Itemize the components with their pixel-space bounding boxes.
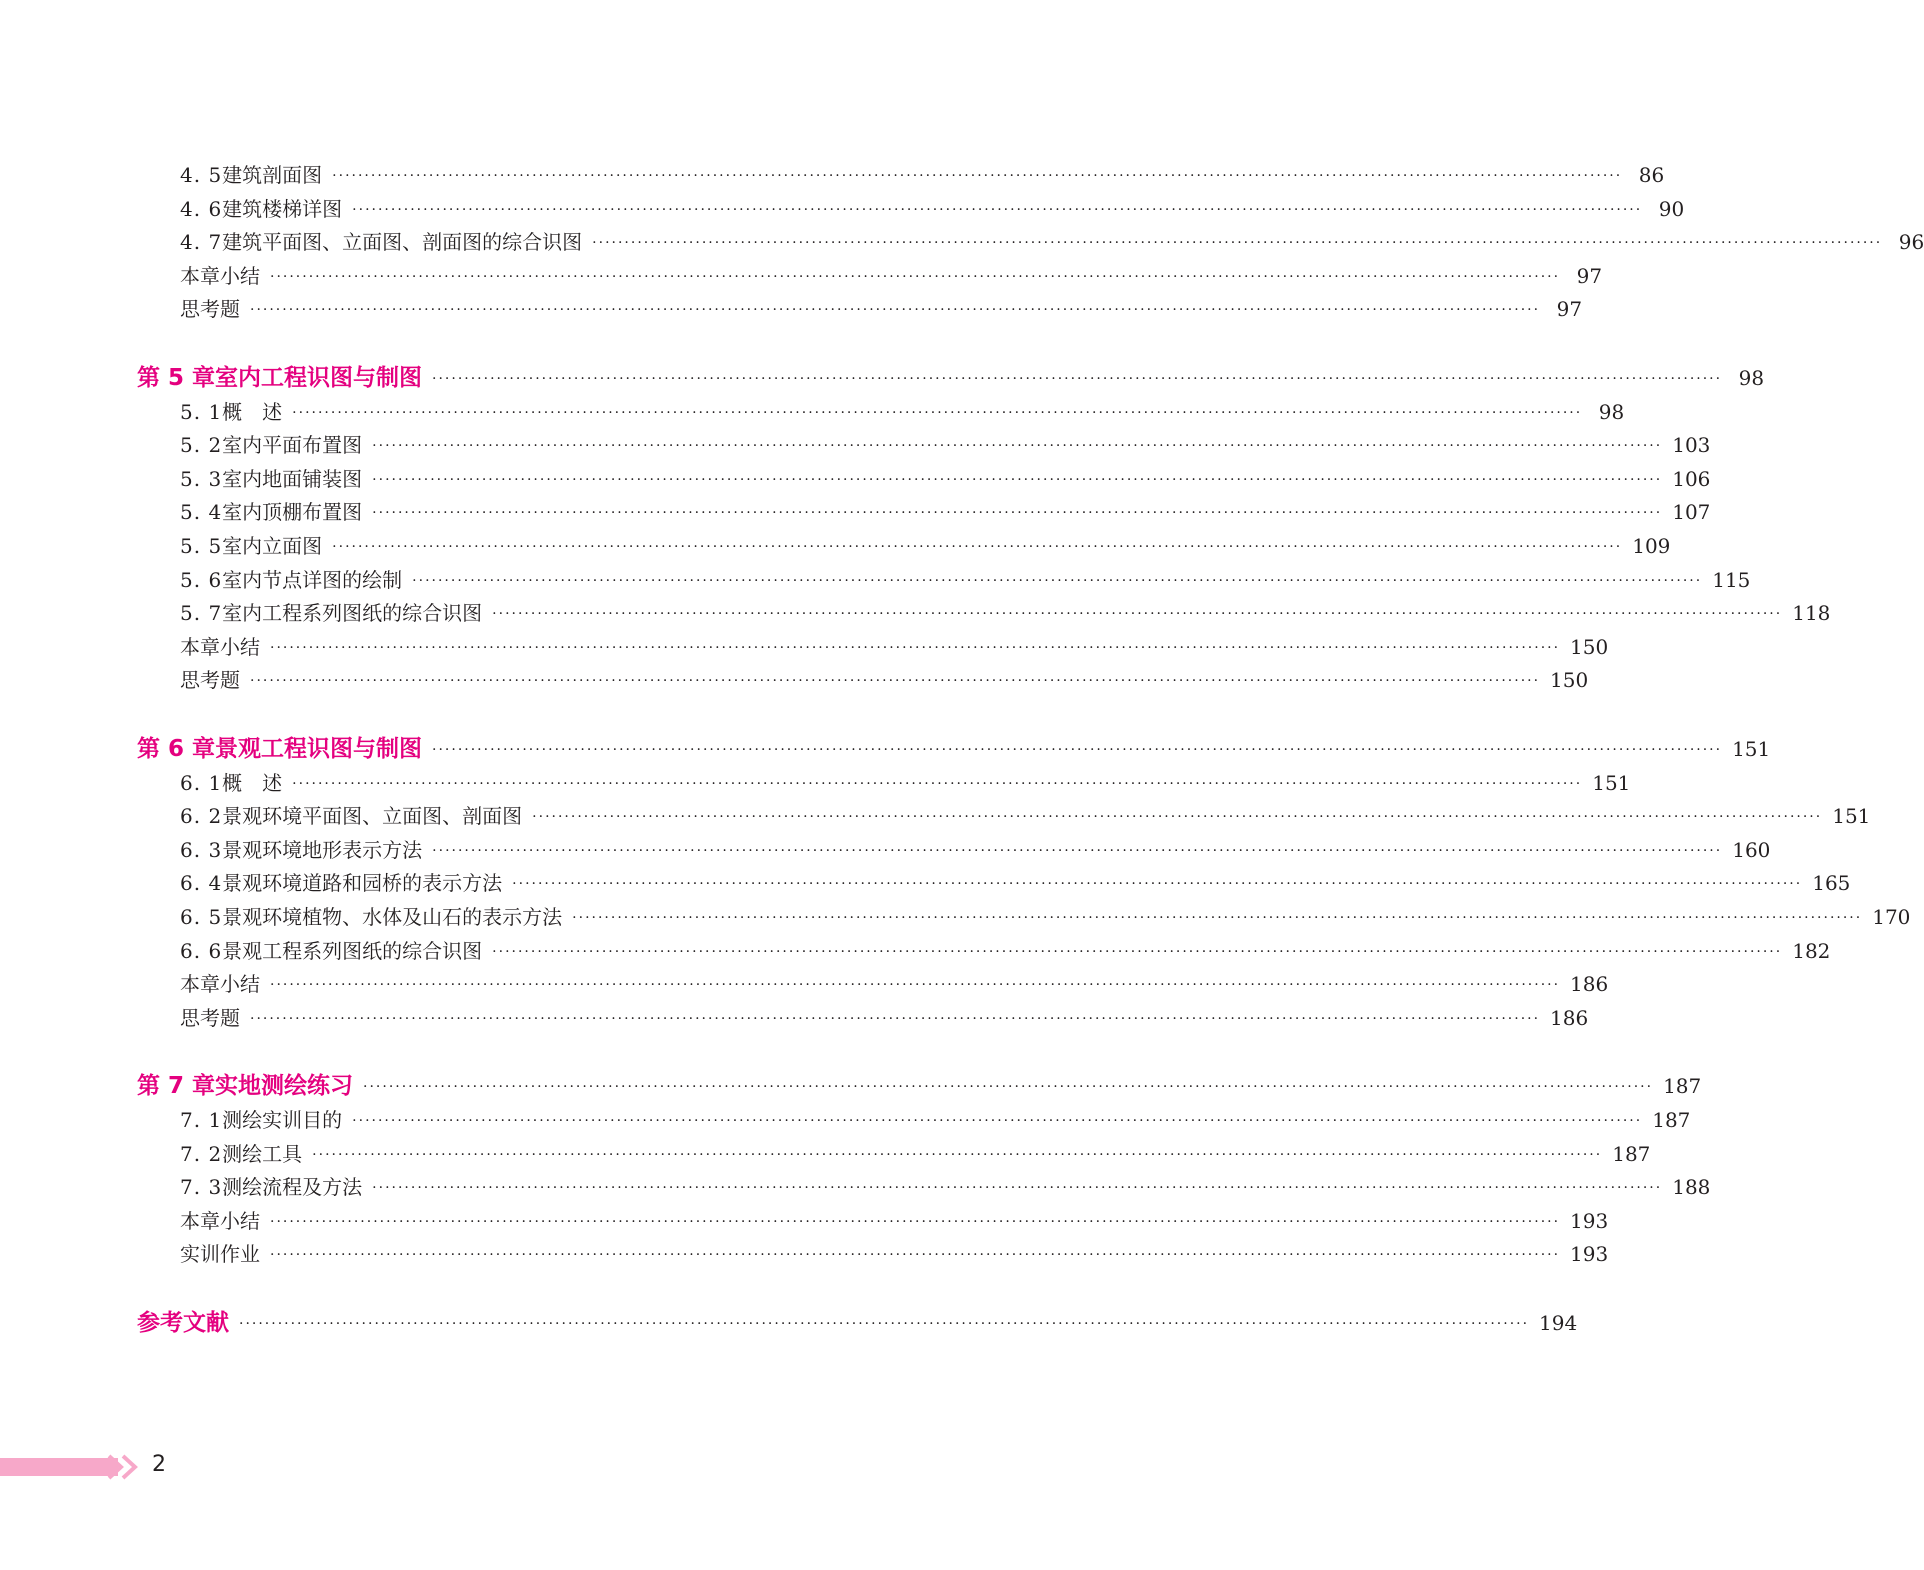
dot-leader: ········································································································································································································: [239, 1316, 1530, 1332]
toc-page-number: 187: [1612, 1142, 1651, 1166]
toc-number: 6. 4: [180, 871, 223, 895]
toc-chapter[interactable]: [137, 1306, 1578, 1340]
toc-page-number: 193: [1570, 1242, 1609, 1266]
toc-page-number: 151: [1592, 771, 1631, 795]
dot-leader: ········································································································································································································: [270, 977, 1561, 993]
dot-leader: ········································································································································································································: [332, 168, 1623, 184]
dot-leader: ········································································································································································································: [270, 1214, 1561, 1230]
toc-title: 概 述: [222, 771, 283, 795]
toc-page-number: 151: [1832, 804, 1871, 828]
toc-number: 6. 3: [180, 838, 223, 862]
toc-page-number: 150: [1570, 635, 1609, 659]
toc-number: 6. 2: [180, 804, 223, 828]
toc-title: 室内工程识图与制图: [215, 365, 423, 391]
toc-entry[interactable]: [180, 1137, 1651, 1171]
dot-leader: ········································································································································································································: [432, 843, 1723, 859]
toc-entry[interactable]: [180, 563, 1751, 597]
toc-title: 实训作业: [180, 1242, 260, 1266]
dot-leader: ········································································································································································································: [250, 1011, 1541, 1027]
dot-leader: ········································································································································································································: [372, 1180, 1663, 1196]
toc-chapter[interactable]: [137, 1069, 1702, 1103]
toc-chapter[interactable]: [137, 732, 1771, 766]
toc-title: 本章小结: [180, 635, 260, 659]
toc-page-number: 96: [1898, 230, 1924, 254]
toc-entry[interactable]: [180, 799, 1871, 833]
toc-page-number: 165: [1812, 871, 1851, 895]
dot-leader: ········································································································································································································: [270, 269, 1561, 285]
toc-entry[interactable]: [180, 428, 1711, 462]
toc-entry[interactable]: [180, 833, 1771, 867]
dot-leader: ········································································································································································································: [492, 606, 1783, 622]
toc-entry[interactable]: [180, 1237, 1609, 1271]
toc-number: 6. 5: [180, 905, 223, 929]
toc-number: 4. 5: [180, 163, 223, 187]
toc-number: 5. 2: [180, 433, 223, 457]
toc-number: 第 5 章: [137, 365, 216, 391]
dot-leader: ········································································································································································································: [372, 505, 1663, 521]
dot-leader: ········································································································································································································: [572, 910, 1863, 926]
toc-page-number: 98: [1738, 366, 1765, 390]
toc-page-number: 106: [1672, 467, 1711, 491]
toc-entry[interactable]: [180, 596, 1831, 630]
toc-page-number: 107: [1672, 500, 1711, 524]
toc-entry[interactable]: [180, 866, 1851, 900]
toc-title: 室内顶棚布置图: [222, 500, 363, 524]
toc-entry[interactable]: [180, 900, 1911, 934]
toc-number: 5. 3: [180, 467, 223, 491]
toc-entry[interactable]: [180, 1204, 1609, 1238]
toc-page-number: 151: [1732, 737, 1771, 761]
toc-page-number: 109: [1632, 534, 1671, 558]
toc-page-number: 160: [1732, 838, 1771, 862]
toc-page-number: 97: [1576, 264, 1603, 288]
toc-number: 5. 5: [180, 534, 223, 558]
toc-entry[interactable]: [180, 630, 1609, 664]
toc-title: 概 述: [222, 400, 283, 424]
toc-number: 7. 3: [180, 1175, 223, 1199]
dot-leader: ········································································································································································································: [512, 876, 1803, 892]
toc-title: 室内平面布置图: [222, 433, 363, 457]
dot-leader: ········································································································································································································: [250, 673, 1541, 689]
dot-leader: ········································································································································································································: [532, 809, 1823, 825]
toc-title: 室内立面图: [222, 534, 323, 558]
dot-leader: ········································································································································································································: [352, 202, 1643, 218]
toc-entry[interactable]: [180, 192, 1685, 226]
toc-number: 5. 7: [180, 601, 223, 625]
toc-number: 5. 4: [180, 500, 223, 524]
dot-leader: ········································································································································································································: [372, 438, 1663, 454]
toc-page-number: 86: [1638, 163, 1665, 187]
toc-entry[interactable]: [180, 462, 1711, 496]
toc-title: 室内地面铺装图: [222, 467, 363, 491]
toc-entry[interactable]: [180, 225, 1924, 259]
toc-entry[interactable]: [180, 1170, 1711, 1204]
toc-entry[interactable]: [180, 934, 1831, 968]
toc-entry[interactable]: [180, 495, 1711, 529]
toc-title: 实地测绘练习: [215, 1073, 354, 1099]
toc-page-number: 150: [1550, 668, 1589, 692]
toc-title: 本章小结: [180, 264, 260, 288]
dot-leader: ········································································································································································································: [270, 1247, 1561, 1263]
toc-title: 景观工程识图与制图: [215, 736, 423, 762]
toc-entry[interactable]: [180, 967, 1609, 1001]
dot-leader: ········································································································································································································: [432, 371, 1723, 387]
dot-leader: ········································································································································································································: [332, 539, 1623, 555]
double-chevron-icon: [105, 1454, 145, 1480]
dot-leader: ········································································································································································································: [492, 944, 1783, 960]
toc-title: 建筑剖面图: [222, 163, 323, 187]
toc-title: 思考题: [180, 297, 240, 321]
dot-leader: ········································································································································································································: [270, 640, 1561, 656]
toc-title: 景观环境平面图、立面图、剖面图: [222, 804, 523, 828]
toc-title: 建筑平面图、立面图、剖面图的综合识图: [222, 230, 583, 254]
page-number: 2: [152, 1452, 166, 1477]
dot-leader: ········································································································································································································: [592, 235, 1883, 251]
toc-page-number: 97: [1556, 297, 1583, 321]
toc-page-number: 194: [1539, 1311, 1578, 1335]
toc-page-number: 90: [1658, 197, 1685, 221]
toc-title: 室内节点详图的绘制: [222, 568, 403, 592]
toc-page-number: 188: [1672, 1175, 1711, 1199]
toc-number: 6. 1: [180, 771, 223, 795]
toc-page-number: 170: [1872, 905, 1911, 929]
toc-page-number: 98: [1598, 400, 1625, 424]
toc-title: 景观环境植物、水体及山石的表示方法: [222, 905, 563, 929]
toc-title: 思考题: [180, 1006, 240, 1030]
toc-page-number: 103: [1672, 433, 1711, 457]
toc-title: 景观环境道路和园桥的表示方法: [222, 871, 503, 895]
dot-leader: ········································································································································································································: [250, 302, 1541, 318]
toc-title: 景观工程系列图纸的综合识图: [222, 939, 483, 963]
toc-title: 建筑楼梯详图: [222, 197, 343, 221]
footer-accent-bar: [0, 1458, 118, 1476]
toc-title: 景观环境地形表示方法: [222, 838, 423, 862]
toc-entry[interactable]: [180, 1103, 1691, 1137]
toc-page-number: 193: [1570, 1209, 1609, 1233]
toc-number: 4. 6: [180, 197, 223, 221]
toc-entry[interactable]: [180, 663, 1589, 697]
dot-leader: ········································································································································································································: [292, 405, 1583, 421]
toc-entry[interactable]: [180, 395, 1625, 429]
toc-title: 参考文献: [137, 1310, 229, 1336]
toc-number: 6. 6: [180, 939, 223, 963]
dot-leader: ········································································································································································································: [432, 742, 1723, 758]
toc-number: 5. 1: [180, 400, 223, 424]
dot-leader: ········································································································································································································: [312, 1147, 1603, 1163]
toc-number: 4. 7: [180, 230, 223, 254]
toc-page-number: 118: [1792, 601, 1831, 625]
toc-title: 测绘工具: [222, 1142, 303, 1166]
toc-title: 本章小结: [180, 1209, 260, 1233]
toc-page-number: 187: [1652, 1108, 1691, 1132]
toc-page-number: 182: [1792, 939, 1831, 963]
toc-title: 本章小结: [180, 972, 260, 996]
toc-chapter[interactable]: [137, 361, 1765, 395]
toc-page-number: 115: [1712, 568, 1751, 592]
toc-page-number: 186: [1550, 1006, 1589, 1030]
toc-entry[interactable]: [180, 292, 1583, 326]
toc-page-number: 187: [1663, 1074, 1702, 1098]
toc-number: 5. 6: [180, 568, 223, 592]
toc-page-number: 186: [1570, 972, 1609, 996]
toc-number: 7. 1: [180, 1108, 223, 1132]
dot-leader: ········································································································································································································: [363, 1079, 1654, 1095]
toc-number: 第 6 章: [137, 736, 216, 762]
toc-title: 室内工程系列图纸的综合识图: [222, 601, 483, 625]
toc-title: 思考题: [180, 668, 240, 692]
toc-entry[interactable]: [180, 529, 1671, 563]
dot-leader: ········································································································································································································: [412, 573, 1703, 589]
dot-leader: ········································································································································································································: [372, 472, 1663, 488]
toc-title: 测绘实训目的: [222, 1108, 343, 1132]
toc-entry[interactable]: [180, 158, 1665, 192]
toc-number: 7. 2: [180, 1142, 223, 1166]
dot-leader: ········································································································································································································: [292, 776, 1583, 792]
toc-entry[interactable]: [180, 259, 1603, 293]
toc-number: 第 7 章: [137, 1073, 216, 1099]
toc-entry[interactable]: [180, 1001, 1589, 1035]
toc-title: 测绘流程及方法: [222, 1175, 363, 1199]
dot-leader: ········································································································································································································: [352, 1113, 1643, 1129]
toc-entry[interactable]: [180, 766, 1631, 800]
